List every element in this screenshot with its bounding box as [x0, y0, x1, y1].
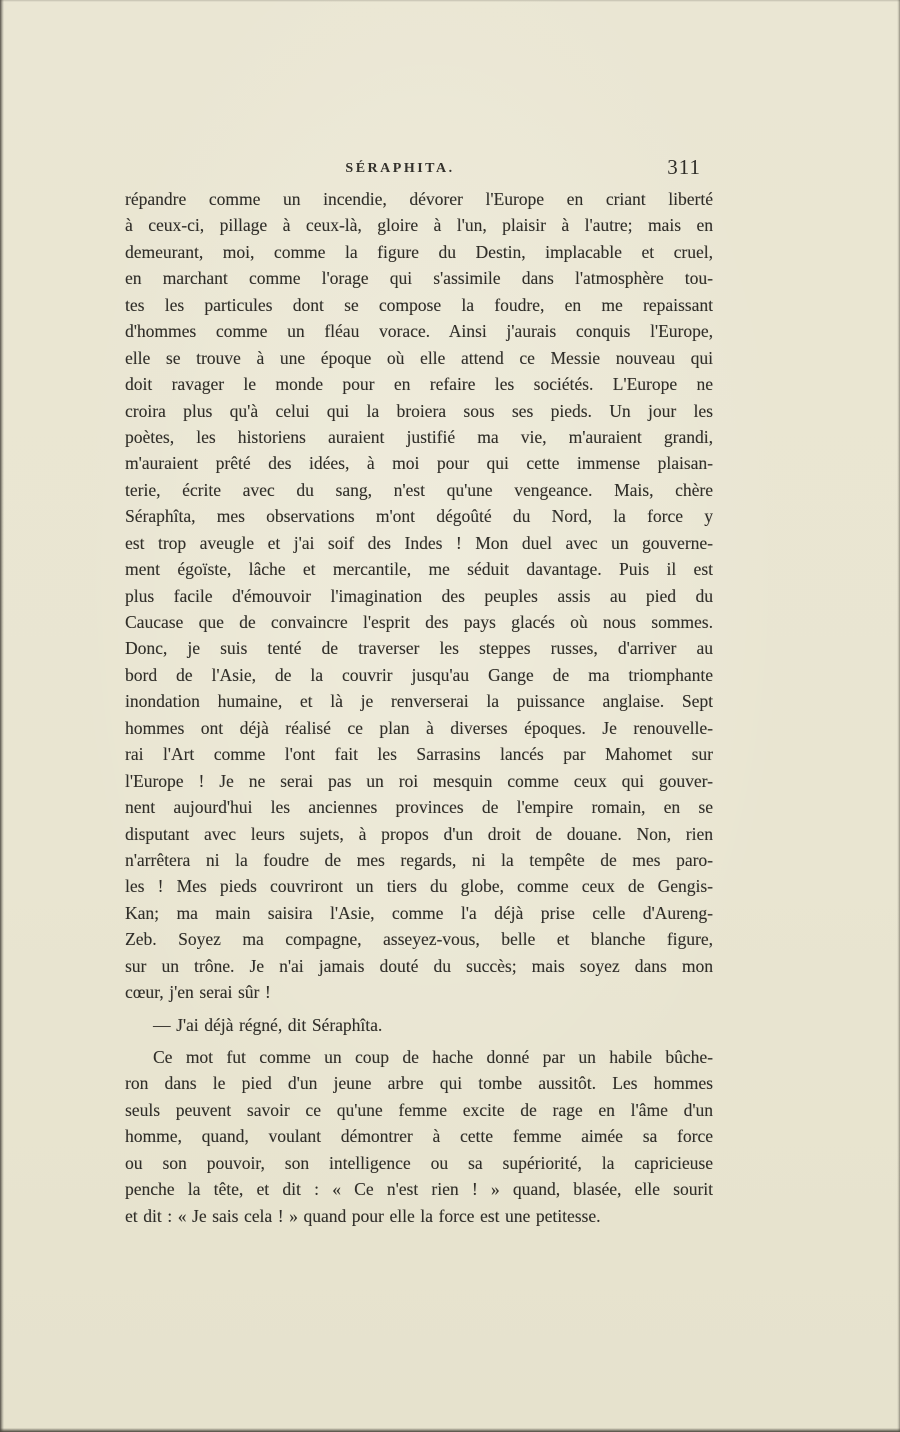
running-header — [125, 155, 713, 181]
text-block — [125, 186, 713, 1229]
text-line: m'auraient prêté des idées, à moi pour qui cette immense plaisan- — [125, 453, 713, 474]
text-line: bord de l'Asie, de la couvrir jusqu'au Gange de ma triomphante — [125, 664, 713, 685]
text-line: sur un trône. Je n'ai jamais douté du succès; mais soyez dans mon — [125, 955, 713, 976]
text-line: terie, écrite avec du sang, n'est qu'une vengeance. Mais, chère — [125, 479, 713, 500]
text-line: Caucase que de convaincre l'esprit des pays glacés où nous sommes. — [125, 612, 713, 632]
text-line: et dit : « Je sais cela ! » quand pour elle la force est une petitesse. — [125, 1205, 601, 1226]
text-line: poètes, les historiens auraient justifié ma vie, m'auraient grandi, — [125, 426, 713, 447]
text-line: Ce mot fut comme un coup de hache donné par un habile bûche- — [153, 1047, 713, 1067]
text-line: Zeb. Soyez ma compagne, asseyez-vous, belle et blanche figure, — [125, 929, 713, 950]
page-number: 311 — [667, 155, 701, 179]
text-line: seuls peuvent savoir ce qu'une femme excite de rage en l'âme d'un — [125, 1099, 713, 1120]
text-line: d'hommes comme un fléau vorace. Ainsi j'aurais conquis l'Europe, — [125, 321, 713, 342]
scan-edge-top — [0, 0, 900, 2]
text-line: croira plus qu'à celui qui la broiera sous ses pieds. Un jour les — [125, 400, 713, 421]
text-line: l'Europe ! Je ne serai pas un roi mesquin comme ceux qui gouver- — [125, 770, 713, 791]
paragraph — [125, 1012, 713, 1038]
scan-edge-left — [0, 0, 4, 1432]
scan-edge-bottom — [0, 1428, 900, 1432]
text-line: Séraphîta, mes observations m'ont dégoûté du Nord, la force y — [125, 506, 713, 527]
text-line: tes les particules dont se compose la foudre, en me repaissant — [125, 294, 713, 315]
text-line: en marchant comme l'orage qui s'assimile dans l'atmosphère tou- — [125, 268, 713, 289]
text-line: ment égoïste, lâche et mercantile, me séduit davantage. Puis il est — [125, 559, 713, 580]
text-line: — J'ai déjà régné, dit Séraphîta. — [153, 1014, 383, 1035]
text-line: ou son pouvoir, son intelligence ou sa supériorité, la capricieuse — [125, 1152, 713, 1173]
text-line: rai l'Art comme l'ont fait les Sarrasins lancés par Mahomet sur — [125, 744, 713, 765]
text-line: disputant avec leurs sujets, à propos d'un droit de douane. Non, rien — [125, 823, 713, 844]
paragraph — [125, 186, 713, 1006]
text-line: à ceux-ci, pillage à ceux-là, gloire à l'un, plaisir à l'autre; mais en — [125, 215, 713, 236]
text-line: répandre comme un incendie, dévorer l'Europe en criant liberté — [125, 189, 713, 209]
text-line: ron dans le pied d'un jeune arbre qui tombe aussitôt. Les hommes — [125, 1073, 713, 1094]
text-line: inondation humaine, et là je renverserai la puissance anglaise. Sept — [125, 691, 713, 712]
text-line: doit ravager le monde pour en refaire les sociétés. L'Europe ne — [125, 374, 713, 395]
text-line: homme, quand, voulant démontrer à cette femme aimée sa force — [125, 1126, 713, 1147]
text-line: Donc, je suis tenté de traverser les steppes russes, d'arriver au — [125, 638, 713, 659]
paragraph — [125, 1044, 713, 1229]
text-line: Kan; ma main saisira l'Asie, comme l'a déjà prise celle d'Aureng- — [125, 902, 713, 923]
text-line: penche la tête, et dit : « Ce n'est rien ! » quand, blasée, elle sourit — [125, 1179, 713, 1200]
text-line: est trop aveugle et j'ai soif des Indes ! Mon duel avec un gouverne- — [125, 532, 713, 553]
text-line: plus facile d'émouvoir l'imagination des peuples assis au pied du — [125, 585, 713, 606]
text-line: les ! Mes pieds couvriront un tiers du globe, comme ceux de Gengis- — [125, 876, 713, 897]
text-line: n'arrêtera ni la foudre de mes regards, ni la tempête de mes paro- — [125, 849, 713, 870]
header-title: SÉRAPHITA. — [345, 161, 455, 176]
text-line: hommes ont déjà réalisé ce plan à diverses époques. Je renouvelle- — [125, 717, 713, 738]
text-line: elle se trouve à une époque où elle attend ce Messie nouveau qui — [125, 347, 713, 368]
text-line: nent aujourd'hui les anciennes provinces de l'empire romain, en se — [125, 797, 713, 818]
text-line: demeurant, moi, comme la figure du Destin, implacable et cruel, — [125, 241, 713, 262]
text-line: cœur, j'en serai sûr ! — [125, 982, 271, 1003]
